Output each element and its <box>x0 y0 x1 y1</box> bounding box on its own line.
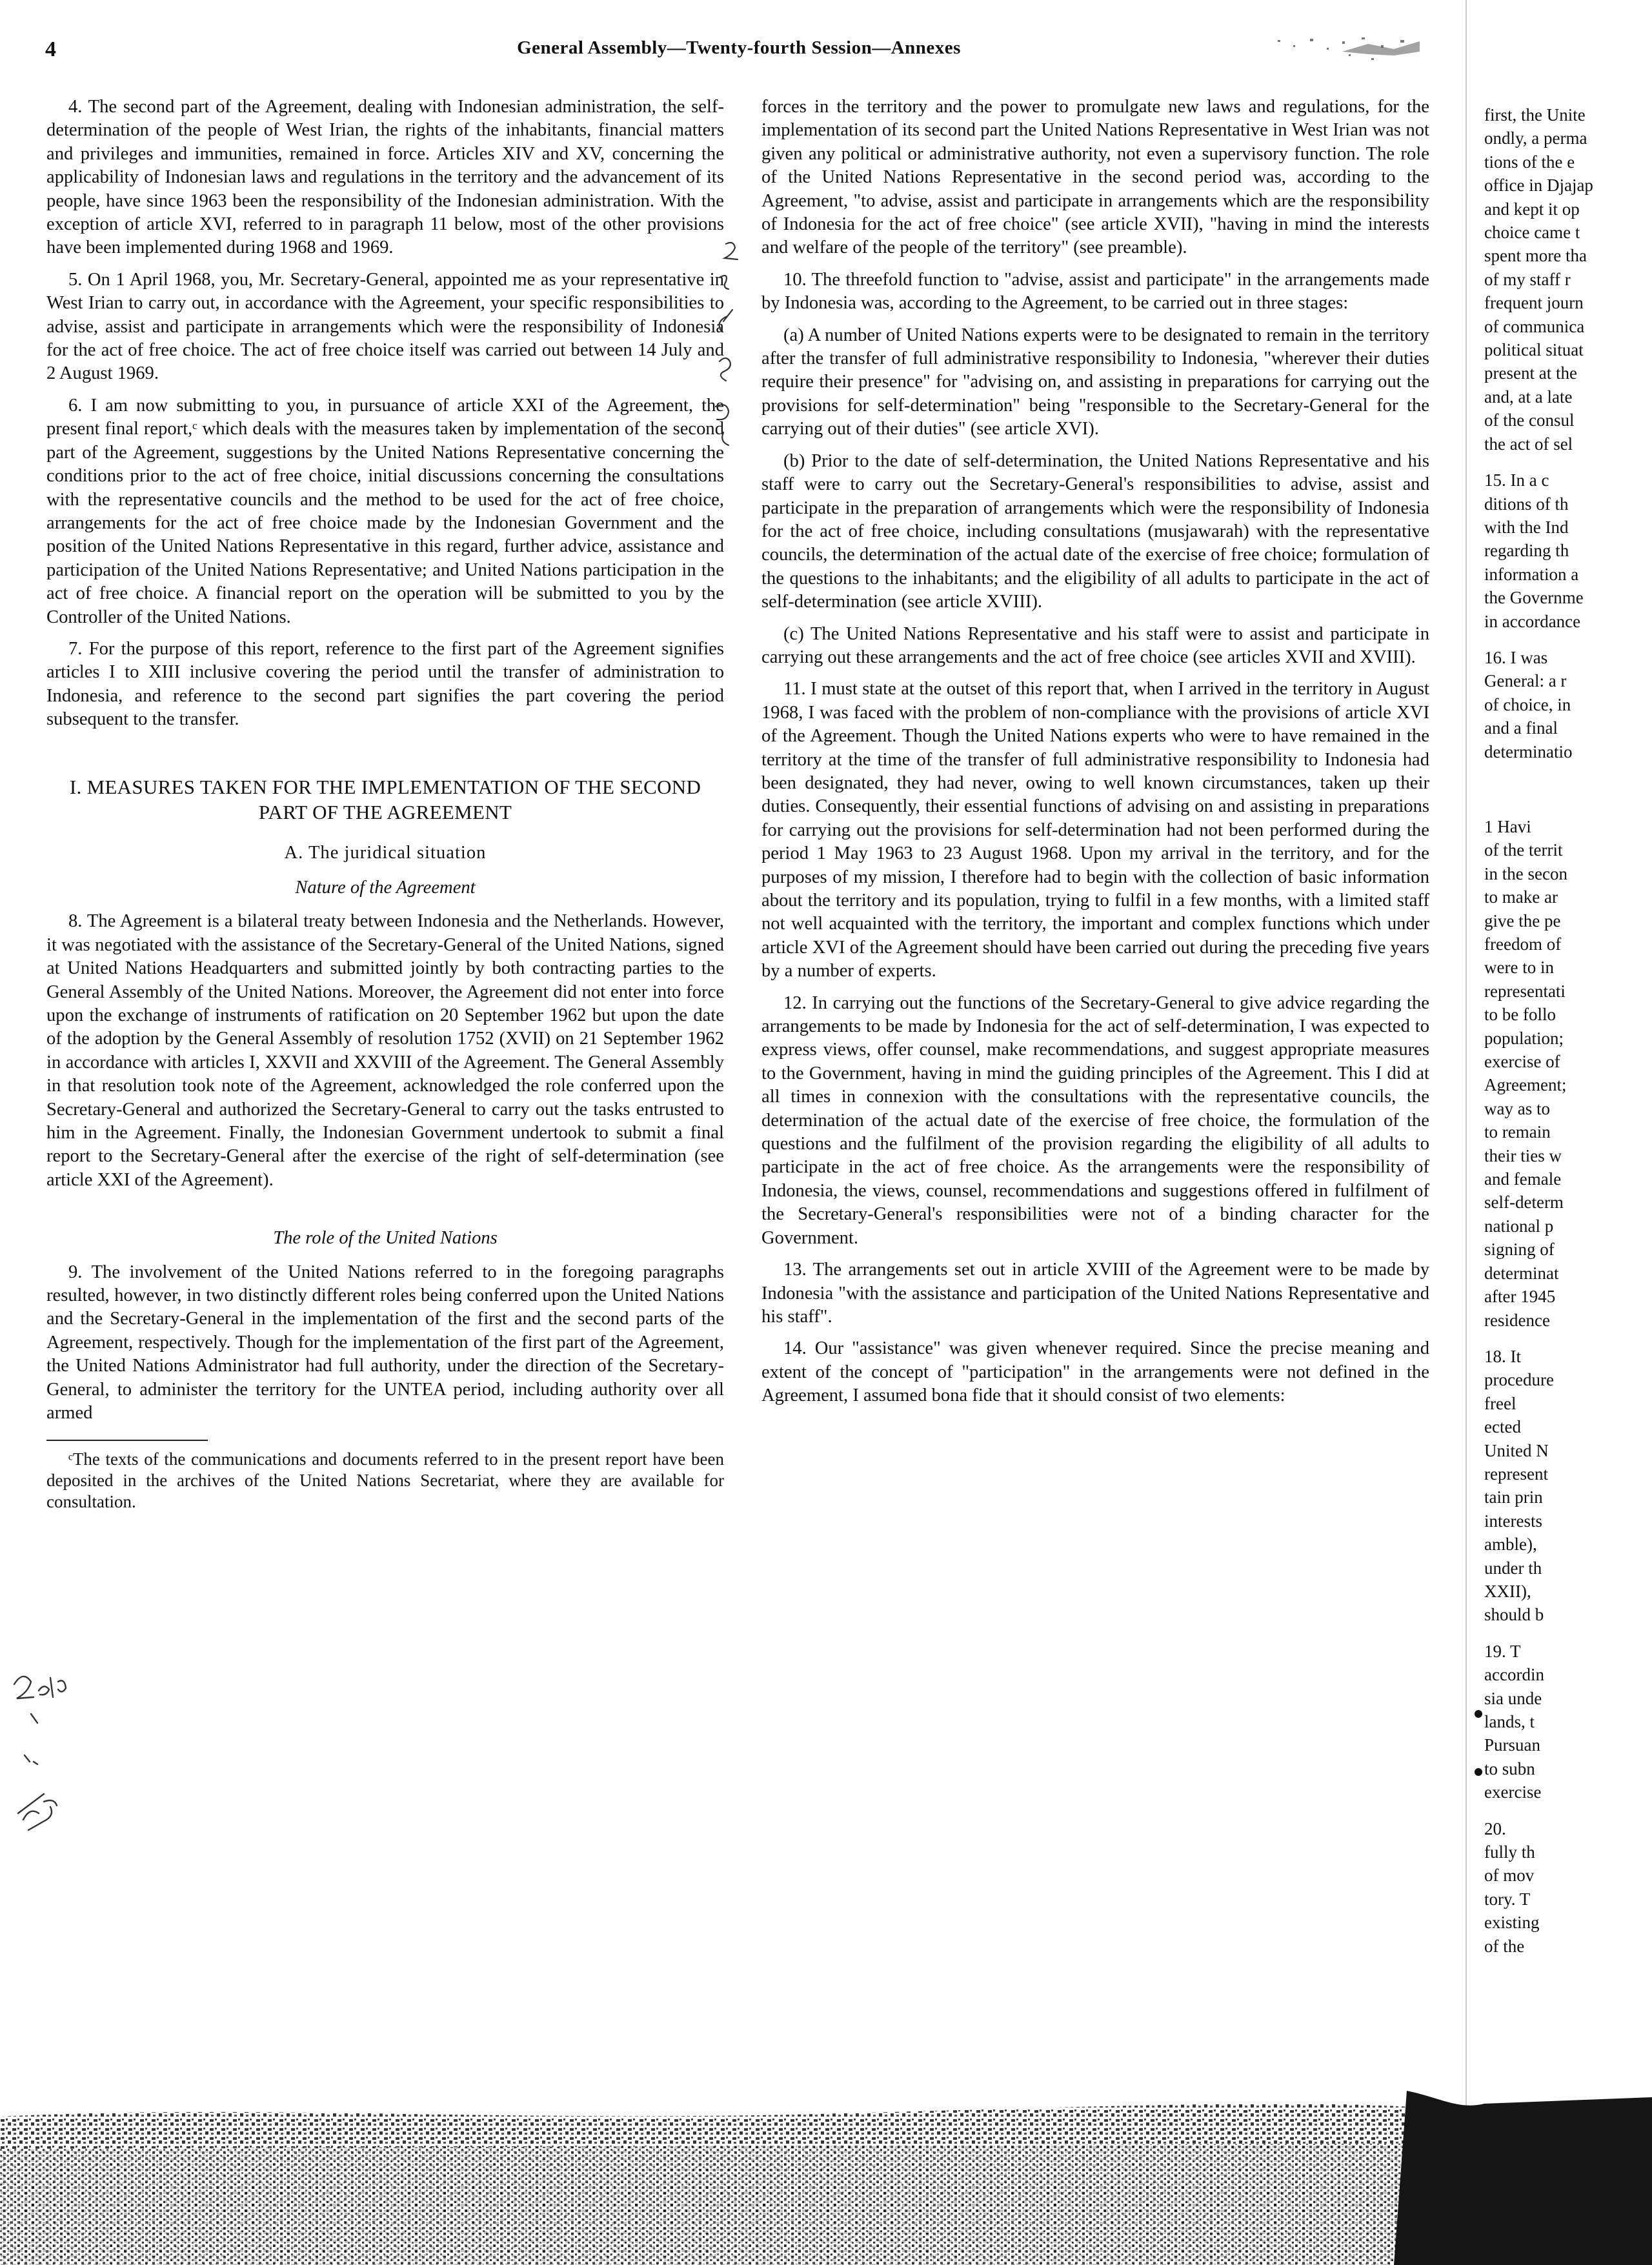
paragraph-9: 9. The involvement of the United Nations referred to in the foregoing paragraphs resulted, however, in two distinctly different roles being conferred upon the United Nations and the Secretary-General in the implementation of the first and the second parts of the Agreement, respectively. Though for the implementation of the first part of the Agreement, the United Nations Administrator had full authority, under the direction of the Secretary-General, to administer the territory for the UNTEA period, including authority over all armed <box>46 1262 724 1424</box>
right-column-line: procedure <box>1484 1370 1554 1390</box>
paragraph-5: 5. On 1 April 1968, you, Mr. Secretary-General, appointed me as your representative in West Irian to carry out, in accordance with the Agreement, your specific responsibilities to advise, assist and participate in arrangements which were the responsibility of Indonesia for the act of free choice. The act of free choice itself was carried out between 14 July and 2 August 1969. <box>46 269 724 384</box>
right-column-line: determinatio <box>1484 741 1573 761</box>
right-block-d <box>1484 815 1642 1332</box>
right-column-line: accordin <box>1484 1665 1544 1685</box>
running-head: General Assembly—Twenty-fourth Session—Annexes <box>517 37 961 58</box>
right-column-line: office in Djajap <box>1484 176 1593 196</box>
right-column-line: of choice, in <box>1484 694 1571 714</box>
right-column-line: of mov <box>1484 1866 1535 1886</box>
right-column-line: tory. T <box>1484 1889 1531 1909</box>
right-column-line: give the pe <box>1484 911 1561 931</box>
right-column-line: of my staff r <box>1484 269 1571 289</box>
right-column-line: way as to <box>1484 1098 1550 1118</box>
page-header <box>45 37 1433 74</box>
right-column-line: 18. It <box>1484 1346 1521 1366</box>
footnote: ᶜThe texts of the communications and documents referred to in the present report have been deposited in the archives of the United Nations Secretariat, where they are available for consultation. <box>46 1449 724 1511</box>
right-column-line: the act of sel <box>1484 434 1573 454</box>
right-column-line: spent more tha <box>1484 246 1587 266</box>
right-column-line: their ties w <box>1484 1145 1562 1165</box>
paragraph-11: 11. I must state at the outset of this report that, when I arrived in the territory in August 1968, I was faced with the problem of non-compliance with the provisions of article XVI of the Agreement. Though the United Nations experts who were to have remained in the territory at the time of the transfer of full administrative responsibility to Indonesia had been designated, they had never, owing to well known circumstances, taken up their duties. Consequently, their essential functions of advising on and assisting in preparations for carrying out the provisions for self-determination had not been performed during the period 1 May 1963 to 23 August 1968. Upon my arrival in the territory, and for the purposes of my mission, I therefore had to begin with the collection of basic information about the territory and its population, trying to fulfil in a few months, with a limited staff not well acquainted with the territory, the important and complex functions which under article XVI of the Agreement should have been carried out during the preceding five years by a number of experts. <box>761 679 1429 982</box>
right-column-line: 19. T <box>1484 1641 1521 1661</box>
right-column-line: to subn <box>1484 1758 1535 1778</box>
right-column-line: under th <box>1484 1558 1542 1578</box>
right-column-line: signing of <box>1484 1240 1555 1260</box>
right-column-line: represent <box>1484 1464 1548 1484</box>
right-column-line: tions of the e <box>1484 152 1575 172</box>
right-column-line: in the secon <box>1484 863 1567 883</box>
right-column-line: lands, t <box>1484 1712 1535 1731</box>
right-column-line: ditions of th <box>1484 494 1569 514</box>
right-column-line: in accordance <box>1484 611 1581 631</box>
right-column-line: representati <box>1484 981 1566 1001</box>
page-number: 4 <box>45 37 56 61</box>
right-block-e <box>1484 1345 1642 1627</box>
right-column-line: of the territ <box>1484 840 1563 860</box>
right-column-line: information a <box>1484 564 1579 584</box>
paragraph-14: 14. Our "assistance" was given whenever required. Since the precise meaning and extent of the concept of "participation" in the arrangements were not defined in the Agreement, I assumed bona fide that it should consist of two elements: <box>761 1338 1429 1406</box>
right-block-g <box>1484 1817 1642 1958</box>
right-column-line: political situat <box>1484 340 1584 360</box>
right-column-line: were to in <box>1484 958 1554 978</box>
right-column-line: 15. In a c <box>1484 470 1549 490</box>
right-column-line: after 1945 <box>1484 1287 1556 1307</box>
paragraph-7: 7. For the purpose of this report, reference to the first part of the Agreement signifies articles I to XIII inclusive covering the period until the transfer of administration to Indonesia, and reference to the second part signifies the part covering the period subsequent to the transfer. <box>46 638 724 730</box>
paragraph-10b: (b) Prior to the date of self-determination, the United Nations Representative and his staff were to carry out the Secretary-General's responsibilities to advise, assist and participate in the preparation of arrangements which were the responsibility of Indonesia for the act of free choice, including consultations (musjawarah) with the representative councils, the determination of the actual date of the exercise of free choice; formulation of the questions to the inhabitants; and the eligibility of all adults to participate in the act of self-determination (see article XVIII). <box>761 450 1429 612</box>
right-column-line: with the Ind <box>1484 517 1569 537</box>
right-column-line: freel <box>1484 1393 1516 1413</box>
right-column-line: regarding th <box>1484 541 1569 561</box>
subheading-nature: Nature of the Agreement <box>295 877 476 898</box>
right-block-b <box>1484 468 1642 633</box>
footnote-rule <box>46 1440 208 1441</box>
section-heading: I. MEASURES TAKEN FOR THE IMPLEMENTATION OF THE SECOND PART OF THE AGREEMENT <box>69 775 701 823</box>
right-column-line: exercise <box>1484 1782 1542 1802</box>
right-column-line: existing <box>1484 1913 1540 1933</box>
right-column-line: of communica <box>1484 316 1585 336</box>
right-column-line: XXII), <box>1484 1581 1531 1601</box>
right-column-line: determinat <box>1484 1263 1559 1283</box>
right-column-line: Pursuan <box>1484 1735 1540 1755</box>
right-column-line: of the <box>1484 1936 1525 1956</box>
right-column-line: 1 Havi <box>1484 816 1531 836</box>
scan-artifact-top <box>1265 32 1433 77</box>
right-block-f <box>1484 1640 1642 1804</box>
right-column-line: and kept it op <box>1484 199 1580 219</box>
paragraph-6: 6. I am now submitting to you, in pursuance of article XXI of the Agreement, the present final report,ᶜ which deals with the measures taken by implementation of the second part of the Agreement, suggestions by the United Nations Representative concerning the conditions prior to the act of free choice, initial discussions concerning the consultations with the representative councils and the method to be used for the act of free choice, arrangements for the act of free choice made by the Indonesian Government and the position of the United Nations Representative in this regard, further advice, assistance and participation of the United Nations Representative; and United Nations participation in the act of free choice. A financial report on the operation will be submitted to you by the Controller of the United Nations. <box>46 395 724 627</box>
paragraph-12: 12. In carrying out the functions of the Secretary-General to give advice regarding the arrangements to be made by Indonesia for the act of self-determination, I was expected to express views, offer counsel, make recommendations, and suggest appropriate measures to the Government, having in mind the guiding principles of the Agreement. This I did at all times in connexion with the consultations with the representative councils, the determination of the actual date of the exercise of free choice, the formulation of the questions and the fulfilment of the provision regarding the eligibility of all adults to participate in the act of free choice. As the arrangements were the responsibility of Indonesia, the views, counsel, recommendations and suggestions offered in fulfilment of the Secretary-General's responsibilities were not of a binding character for the Government. <box>761 992 1429 1248</box>
right-column-line: freedom of <box>1484 934 1562 954</box>
right-column-line: first, the Unite <box>1484 105 1586 125</box>
right-column-line: and, at a late <box>1484 387 1573 407</box>
right-column-line: 20. <box>1484 1818 1506 1838</box>
page-fold-shadow <box>1449 0 1487 2265</box>
right-column-line: population; <box>1484 1028 1564 1048</box>
middle-column <box>761 96 1429 2102</box>
paragraph-13: 13. The arrangements set out in article XVIII of the Agreement were to be made by Indonesia "with the assistance and participation of the United Nations Representative and his staff". <box>761 1260 1429 1327</box>
right-column-line: should b <box>1484 1605 1544 1625</box>
right-column-line: to make ar <box>1484 887 1558 907</box>
right-column-line: residence <box>1484 1310 1550 1330</box>
right-column-line: and female <box>1484 1169 1562 1189</box>
right-column-truncated <box>1484 103 1642 2039</box>
right-column-line: 16. I was <box>1484 647 1548 667</box>
right-column-line: choice came t <box>1484 223 1580 243</box>
right-block-c <box>1484 646 1642 763</box>
right-column-line: amble), <box>1484 1535 1537 1555</box>
handwritten-note-margin-bottom <box>5 1665 76 1891</box>
right-column-line: to be follo <box>1484 1005 1556 1025</box>
right-column-line: General: a r <box>1484 671 1567 691</box>
paragraph-8: 8. The Agreement is a bilateral treaty between Indonesia and the Netherlands. However, it was negotiated with the assistance of the Secretary-General of the United Nations, signed at United Nations Headquarters and submitted jointly by both contracting parties to the General Assembly of the United Nations. Moreover, the Agreement did not enter into force upon the exchange of instruments of ratification on 20 September 1962 but upon the date of the adoption by the General Assembly of resolution 1752 (XVII) on 21 September 1962 in accordance with articles I, XXVII and XXVIII of the Agreement. The General Assembly in that resolution took note of the Agreement, acknowledged the role conferred upon the Secretary-General and authorized the Secretary-General to carry out the tasks entrusted to him in the Agreement. Finally, the Indonesian Government undertook to submit a final report to the Secretary-General after the exercise of the right of self-determination (see article XXI of the Agreement). <box>46 911 724 1190</box>
right-column-line: the Governme <box>1484 588 1584 608</box>
left-column <box>46 96 724 2083</box>
right-column-line: to remain <box>1484 1122 1551 1142</box>
right-block-a <box>1484 103 1642 456</box>
handwritten-note-margin-top <box>700 239 771 458</box>
paragraph-4: 4. The second part of the Agreement, dealing with Indonesian administration, the self-determination of the people of West Irian, the rights of the inhabitants, financial matters and privileges and immunities, remained in force. Articles XIV and XV, concerning the applicability of Indonesian laws and regulations in the territory and the advancement of its people, have since 1963 been the responsibility of the Indonesian administration. With the exception of article XVI, referred to in paragraph 11 below, most of the other provisions have been implemented during 1968 and 1969. <box>46 97 724 258</box>
right-column-line: and a final <box>1484 718 1558 738</box>
right-column-line: interests <box>1484 1511 1542 1531</box>
right-column-line: present at the <box>1484 363 1577 383</box>
right-column-line: ondly, a perma <box>1484 128 1587 148</box>
paragraph-10a: (a) A number of United Nations experts were to be designated to remain in the territory after the transfer of full administrative responsibility to Indonesia, "wherever their duties require their presence" for "advising on, and assisting in preparations for carrying out the provisions for self-determination" being "responsible to the Secretary-General for the carrying out of their duties" (see article XVI). <box>761 325 1429 439</box>
right-column-line: sia unde <box>1484 1688 1542 1708</box>
right-column-line: national p <box>1484 1216 1554 1236</box>
right-column-line: of the consul <box>1484 410 1575 430</box>
right-column-line: Agreement; <box>1484 1075 1567 1095</box>
scan-artifact-bottom <box>0 2091 1652 2265</box>
paragraph-10c: (c) The United Nations Representative and his staff were to assist and participate in carrying out these arrangements and the act of free choice (see articles XVII and XVIII). <box>761 623 1429 667</box>
right-column-line: United N <box>1484 1440 1549 1460</box>
right-column-line: exercise of <box>1484 1052 1560 1072</box>
subheading-role: The role of the United Nations <box>273 1228 498 1249</box>
right-column-line: self-determ <box>1484 1193 1564 1213</box>
right-column-line: fully th <box>1484 1842 1535 1862</box>
paragraph-10: 10. The threefold function to "advise, assist and participate" in the arrangements made by Indonesia was, according to the Agreement, to be carried out in three stages: <box>761 269 1429 314</box>
right-column-line: tain prin <box>1484 1487 1543 1507</box>
right-column-line: frequent journ <box>1484 293 1584 313</box>
right-column-line: ected <box>1484 1417 1521 1437</box>
paragraph-9-continued: forces in the territory and the power to promulgate new laws and regulations, for the implementation of its second part the United Nations Representative in West Irian was not given any political or administrative authority, not even a supervisory function. The role of the United Nations Representative in the second period was, according to the Agreement, "to advise, assist and participate in arrangements which are the responsibility of Indonesia for the act of free choice" (see article XVII), "having in mind the interests and welfare of the people of the territory" (see preamble). <box>761 97 1429 258</box>
subheading-juridical: A. The juridical situation <box>284 842 487 863</box>
